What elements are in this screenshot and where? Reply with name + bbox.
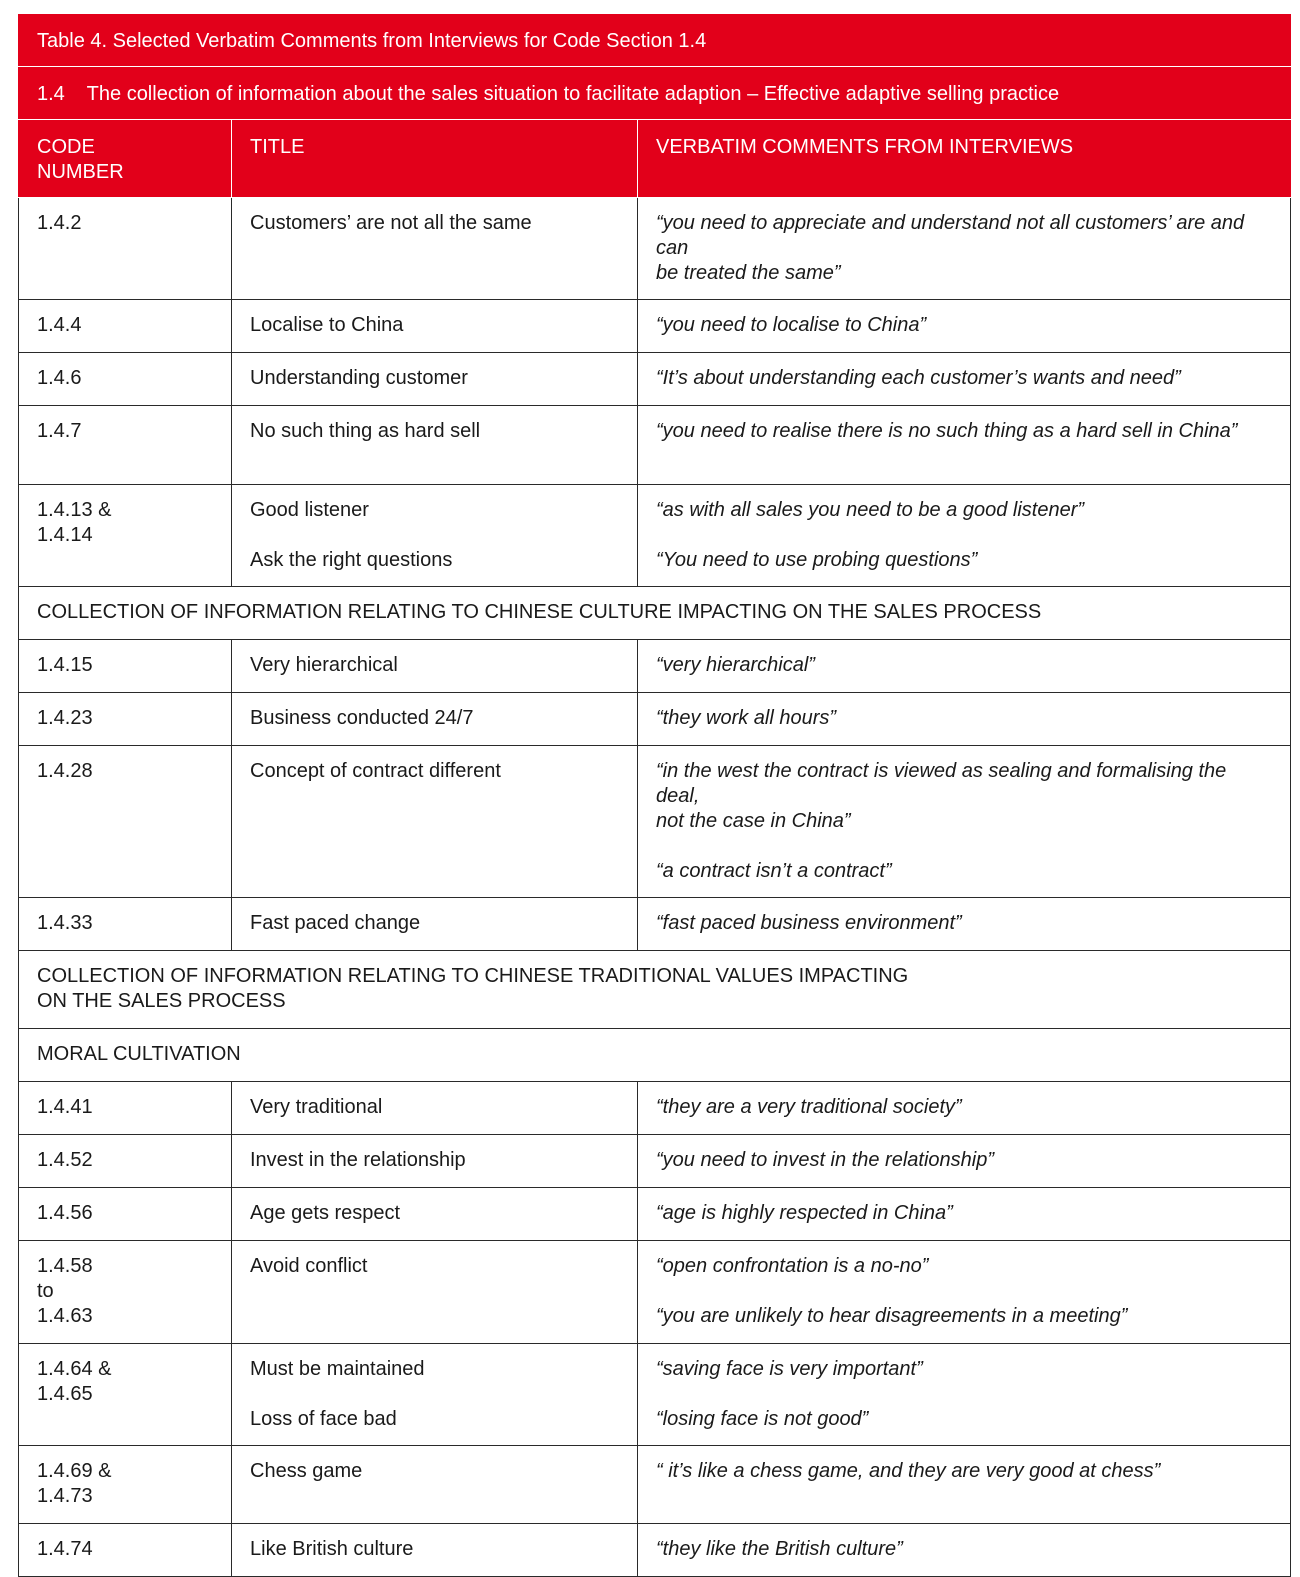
title-cell: [232, 1188, 638, 1241]
comment-cell-line: “they like the British culture”: [656, 1538, 903, 1560]
line-gap: [656, 1279, 1272, 1304]
title-cell-line: Chess game: [250, 1460, 363, 1482]
table-row: [19, 406, 1291, 485]
comment-cell-line: “age is highly respected in China”: [656, 1202, 953, 1224]
banner-traditional-values-line-2: ON THE SALES PROCESS: [37, 990, 286, 1012]
table-row: [19, 1188, 1291, 1241]
title-cell: [232, 1241, 638, 1344]
comment-cell-line: “you need to invest in the relationship”: [656, 1149, 994, 1171]
code-cell: [19, 198, 232, 300]
title-cell: [232, 898, 638, 951]
header-code-line-2: NUMBER: [37, 161, 124, 183]
comment-cell-line: “as with all sales you need to be a good listener”: [656, 499, 1085, 521]
title-cell-line: Loss of face bad: [250, 1408, 397, 1430]
title-cell-line: Very hierarchical: [250, 654, 398, 676]
table-row: [19, 1446, 1291, 1524]
comment-cell: [638, 1135, 1291, 1188]
section-heading: [19, 67, 1291, 120]
code-cell-line: 1.4.69 &: [37, 1460, 112, 1482]
title-cell: [232, 693, 638, 746]
banner-traditional-values-cell: [19, 951, 1291, 1029]
banner-moral-cultivation-text: MORAL CULTIVATION: [19, 1029, 1291, 1082]
code-cell: [19, 898, 232, 951]
code-cell: [19, 640, 232, 693]
line-gap: [656, 523, 1272, 548]
code-cell: [19, 1241, 232, 1344]
code-cell: [19, 1135, 232, 1188]
title-cell: [232, 353, 638, 406]
header-row: [19, 120, 1291, 198]
code-cell: [19, 1344, 232, 1446]
table-row: [19, 1241, 1291, 1344]
code-cell-line: 1.4.13 &: [37, 499, 112, 521]
code-cell-line: 1.4.73: [37, 1485, 93, 1507]
comment-cell-line: “they work all hours”: [656, 707, 837, 729]
title-cell-line: Concept of contract different: [250, 760, 501, 782]
title-cell: [232, 485, 638, 587]
banner-traditional-values: [19, 951, 1291, 1029]
comment-cell-line: “very hierarchical”: [656, 654, 815, 676]
comment-cell: [638, 1082, 1291, 1135]
code-cell-line: 1.4.28: [37, 760, 93, 782]
table-row: [19, 1082, 1291, 1135]
comment-cell: [638, 406, 1291, 485]
header-title: TITLE: [232, 120, 638, 198]
code-cell: [19, 1446, 232, 1524]
comment-cell: [638, 746, 1291, 898]
line-gap: [250, 1382, 619, 1407]
verbatim-comments-table: [18, 14, 1290, 1577]
comment-cell-line: “It’s about understanding each customer’s wants and need”: [656, 367, 1181, 389]
title-cell-line: Customers’ are not all the same: [250, 212, 532, 234]
code-cell-line: 1.4.15: [37, 654, 93, 676]
title-cell: [232, 300, 638, 353]
table-row: [19, 746, 1291, 898]
code-cell-line: 1.4.14: [37, 524, 93, 546]
comment-cell-line: “You need to use probing questions”: [656, 549, 978, 571]
title-cell: [232, 1344, 638, 1446]
code-cell: [19, 1524, 232, 1577]
table-row: [19, 1524, 1291, 1577]
header-code-line-1: CODE: [37, 136, 95, 158]
code-cell-line: 1.4.23: [37, 707, 93, 729]
comment-cell: [638, 1241, 1291, 1344]
title-cell-line: Understanding customer: [250, 367, 468, 389]
comment-cell-line: “ it’s like a chess game, and they are very good at chess”: [656, 1460, 1161, 1482]
code-cell: [19, 485, 232, 587]
section-row: [19, 67, 1291, 120]
table-row: [19, 640, 1291, 693]
code-cell-line: 1.4.7: [37, 420, 82, 442]
code-cell-line: 1.4.58: [37, 1255, 93, 1277]
title-cell: [232, 198, 638, 300]
comment-cell-line: not the case in China”: [656, 810, 851, 832]
title-cell-line: Avoid conflict: [250, 1255, 368, 1277]
code-cell-line: 1.4.4: [37, 314, 82, 336]
title-cell-line: No such thing as hard sell: [250, 420, 481, 442]
comment-cell-line: “they are a very traditional society”: [656, 1096, 962, 1118]
line-gap: [250, 523, 619, 548]
comment-cell: [638, 1524, 1291, 1577]
code-cell-line: 1.4.63: [37, 1305, 93, 1327]
table-row: [19, 300, 1291, 353]
comment-cell-line: “losing face is not good”: [656, 1408, 869, 1430]
title-cell: [232, 640, 638, 693]
comment-cell: [638, 693, 1291, 746]
comment-cell: [638, 640, 1291, 693]
title-cell-line: Business conducted 24/7: [250, 707, 474, 729]
comment-cell: [638, 898, 1291, 951]
line-gap: [656, 1382, 1272, 1407]
title-cell: [232, 746, 638, 898]
title-cell-line: Good listener: [250, 499, 369, 521]
comment-cell: [638, 1188, 1291, 1241]
table-row: [19, 353, 1291, 406]
table: [18, 14, 1291, 1577]
title-cell-line: Invest in the relationship: [250, 1149, 466, 1171]
table-row: [19, 693, 1291, 746]
comment-cell: [638, 485, 1291, 587]
code-cell: [19, 353, 232, 406]
comment-cell: [638, 1446, 1291, 1524]
line-gap: [656, 834, 1272, 859]
code-cell-line: 1.4.65: [37, 1383, 93, 1405]
header-comments: VERBATIM COMMENTS FROM INTERVIEWS: [638, 120, 1291, 198]
banner-moral-cultivation: [19, 1029, 1291, 1082]
comment-cell-line: “a contract isn’t a contract”: [656, 860, 892, 882]
code-cell-line: 1.4.64 &: [37, 1358, 112, 1380]
table-row: [19, 198, 1291, 300]
comment-cell: [638, 300, 1291, 353]
code-cell-line: to: [37, 1280, 54, 1302]
title-cell: [232, 406, 638, 485]
code-cell-line: 1.4.74: [37, 1538, 93, 1560]
code-cell: [19, 746, 232, 898]
comment-cell-line: “you need to realise there is no such thing as a hard sell in China”: [656, 420, 1238, 442]
code-cell: [19, 693, 232, 746]
comment-cell-line: “saving face is very important”: [656, 1358, 923, 1380]
comment-cell: [638, 353, 1291, 406]
comment-cell-line: “in the west the contract is viewed as sealing and formalising the deal,: [656, 760, 1227, 807]
code-cell-line: 1.4.41: [37, 1096, 93, 1118]
title-cell: [232, 1524, 638, 1577]
code-cell: [19, 1188, 232, 1241]
table-caption: Table 4. Selected Verbatim Comments from Interviews for Code Section 1.4: [19, 15, 1291, 67]
comment-cell: [638, 198, 1291, 300]
title-cell: [232, 1082, 638, 1135]
title-cell-line: Localise to China: [250, 314, 404, 336]
comment-cell-line: “you are unlikely to hear disagreements in a meeting”: [656, 1305, 1128, 1327]
title-cell-line: Ask the right questions: [250, 549, 453, 571]
comment-cell-line: “you need to localise to China”: [656, 314, 927, 336]
code-cell-line: 1.4.33: [37, 912, 93, 934]
comment-cell-line: “fast paced business environment”: [656, 912, 962, 934]
title-cell: [232, 1446, 638, 1524]
code-cell-line: 1.4.2: [37, 212, 82, 234]
banner-traditional-values-line-1: COLLECTION OF INFORMATION RELATING TO CHINESE TRADITIONAL VALUES IMPACTING: [37, 965, 909, 987]
code-cell-line: 1.4.56: [37, 1202, 93, 1224]
comment-cell-line: “open confrontation is a no-no”: [656, 1255, 929, 1277]
comment-cell-line: be treated the same”: [656, 262, 841, 284]
code-cell: [19, 1082, 232, 1135]
caption-row: [19, 15, 1291, 67]
table-row: [19, 1135, 1291, 1188]
code-cell: [19, 406, 232, 485]
code-cell-line: 1.4.6: [37, 367, 82, 389]
table-body: [19, 15, 1291, 1577]
title-cell: [232, 1135, 638, 1188]
banner-culture-text: COLLECTION OF INFORMATION RELATING TO CHINESE CULTURE IMPACTING ON THE SALES PROCESS: [19, 587, 1291, 640]
title-cell-line: Age gets respect: [250, 1202, 401, 1224]
title-cell-line: Must be maintained: [250, 1358, 425, 1380]
table-row: [19, 485, 1291, 587]
section-heading-text: 1.4 The collection of information about the sales situation to facilitate adaption – Effective adaptive selling practice: [37, 83, 1060, 105]
code-cell: [19, 300, 232, 353]
header-code: [19, 120, 232, 198]
table-row: [19, 898, 1291, 951]
comment-cell-line: “you need to appreciate and understand not all customers’ are and can: [656, 212, 1245, 259]
title-cell-line: Very traditional: [250, 1096, 383, 1118]
comment-cell: [638, 1344, 1291, 1446]
title-cell-line: Like British culture: [250, 1538, 414, 1560]
banner-culture: [19, 587, 1291, 640]
title-cell-line: Fast paced change: [250, 912, 421, 934]
table-row: [19, 1344, 1291, 1446]
code-cell-line: 1.4.52: [37, 1149, 93, 1171]
